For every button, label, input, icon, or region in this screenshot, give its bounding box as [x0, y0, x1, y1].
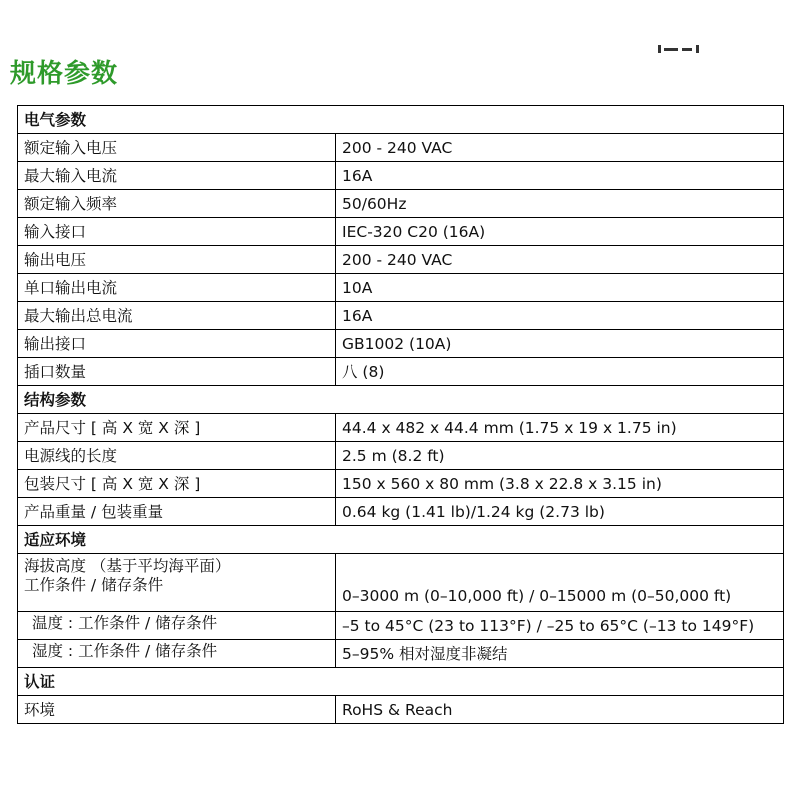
spec-value: 16A	[336, 162, 784, 190]
spec-value: 16A	[336, 302, 784, 330]
spec-row	[18, 696, 784, 724]
spec-label: 湿度 : 工作条件 / 储存条件	[18, 640, 336, 668]
spec-row-humidity	[18, 640, 784, 668]
spec-label: 最大输入电流	[18, 162, 336, 190]
spec-value: GB1002 (10A)	[336, 330, 784, 358]
spec-label: 单口输出电流	[18, 274, 336, 302]
spec-value: 200 - 240 VAC	[336, 134, 784, 162]
spec-label: 额定输入频率	[18, 190, 336, 218]
spec-value: 5–95% 相对湿度非凝结	[336, 640, 784, 668]
spec-row-altitude	[18, 554, 784, 612]
spec-label: 输出电压	[18, 246, 336, 274]
spec-row	[18, 498, 784, 526]
spec-row	[18, 442, 784, 470]
spec-row	[18, 414, 784, 442]
spec-value: 八 (8)	[336, 358, 784, 386]
spec-value: IEC-320 C20 (16A)	[336, 218, 784, 246]
spec-row-temperature	[18, 612, 784, 640]
page-title: 规格参数	[10, 59, 119, 89]
spec-label: 额定输入电压	[18, 134, 336, 162]
section-title: 结构参数	[18, 386, 784, 414]
spec-label: 产品重量 / 包装重量	[18, 498, 336, 526]
spec-row	[18, 358, 784, 386]
spec-label: 温度 : 工作条件 / 储存条件	[18, 612, 336, 640]
spec-row	[18, 470, 784, 498]
spec-label: 产品尺寸 [ 高 X 宽 X 深 ]	[18, 414, 336, 442]
spec-value: 44.4 x 482 x 44.4 mm (1.75 x 19 x 1.75 in)	[336, 414, 784, 442]
section-title: 认证	[18, 668, 784, 696]
spec-table	[17, 105, 784, 724]
section-header-environment	[18, 526, 784, 554]
spec-row	[18, 246, 784, 274]
spec-row	[18, 302, 784, 330]
spec-value: 200 - 240 VAC	[336, 246, 784, 274]
spec-label: 环境	[18, 696, 336, 724]
spec-label: 电源线的长度	[18, 442, 336, 470]
spec-row	[18, 162, 784, 190]
spec-row	[18, 190, 784, 218]
spec-value: 0.64 kg (1.41 lb)/1.24 kg (2.73 lb)	[336, 498, 784, 526]
section-title: 电气参数	[18, 106, 784, 134]
spec-value: 150 x 560 x 80 mm (3.8 x 22.8 x 3.15 in)	[336, 470, 784, 498]
spec-value: 2.5 m (8.2 ft)	[336, 442, 784, 470]
spec-value: –5 to 45°C (23 to 113°F) / –25 to 65°C (–13 to 149°F)	[336, 612, 784, 640]
spec-value: 0–3000 m (0–10,000 ft) / 0–15000 m (0–50,000 ft)	[336, 554, 784, 612]
spec-label: 输出接口	[18, 330, 336, 358]
spec-label: 输入接口	[18, 218, 336, 246]
spec-label-line: 工作条件 / 储存条件	[24, 576, 164, 594]
spec-label: 插口数量	[18, 358, 336, 386]
spec-label-line: 海拔高度 （基于平均海平面）	[24, 557, 231, 575]
spec-value: RoHS & Reach	[336, 696, 784, 724]
spec-row	[18, 134, 784, 162]
spec-label	[18, 554, 336, 612]
spec-row	[18, 330, 784, 358]
spec-label: 包装尺寸 [ 高 X 宽 X 深 ]	[18, 470, 336, 498]
spec-value: 50/60Hz	[336, 190, 784, 218]
spec-row	[18, 274, 784, 302]
scan-mark	[658, 45, 718, 53]
section-header-electrical	[18, 106, 784, 134]
section-title: 适应环境	[18, 526, 784, 554]
spec-row	[18, 218, 784, 246]
section-header-structure	[18, 386, 784, 414]
section-header-certification	[18, 668, 784, 696]
spec-value: 10A	[336, 274, 784, 302]
spec-label: 最大输出总电流	[18, 302, 336, 330]
